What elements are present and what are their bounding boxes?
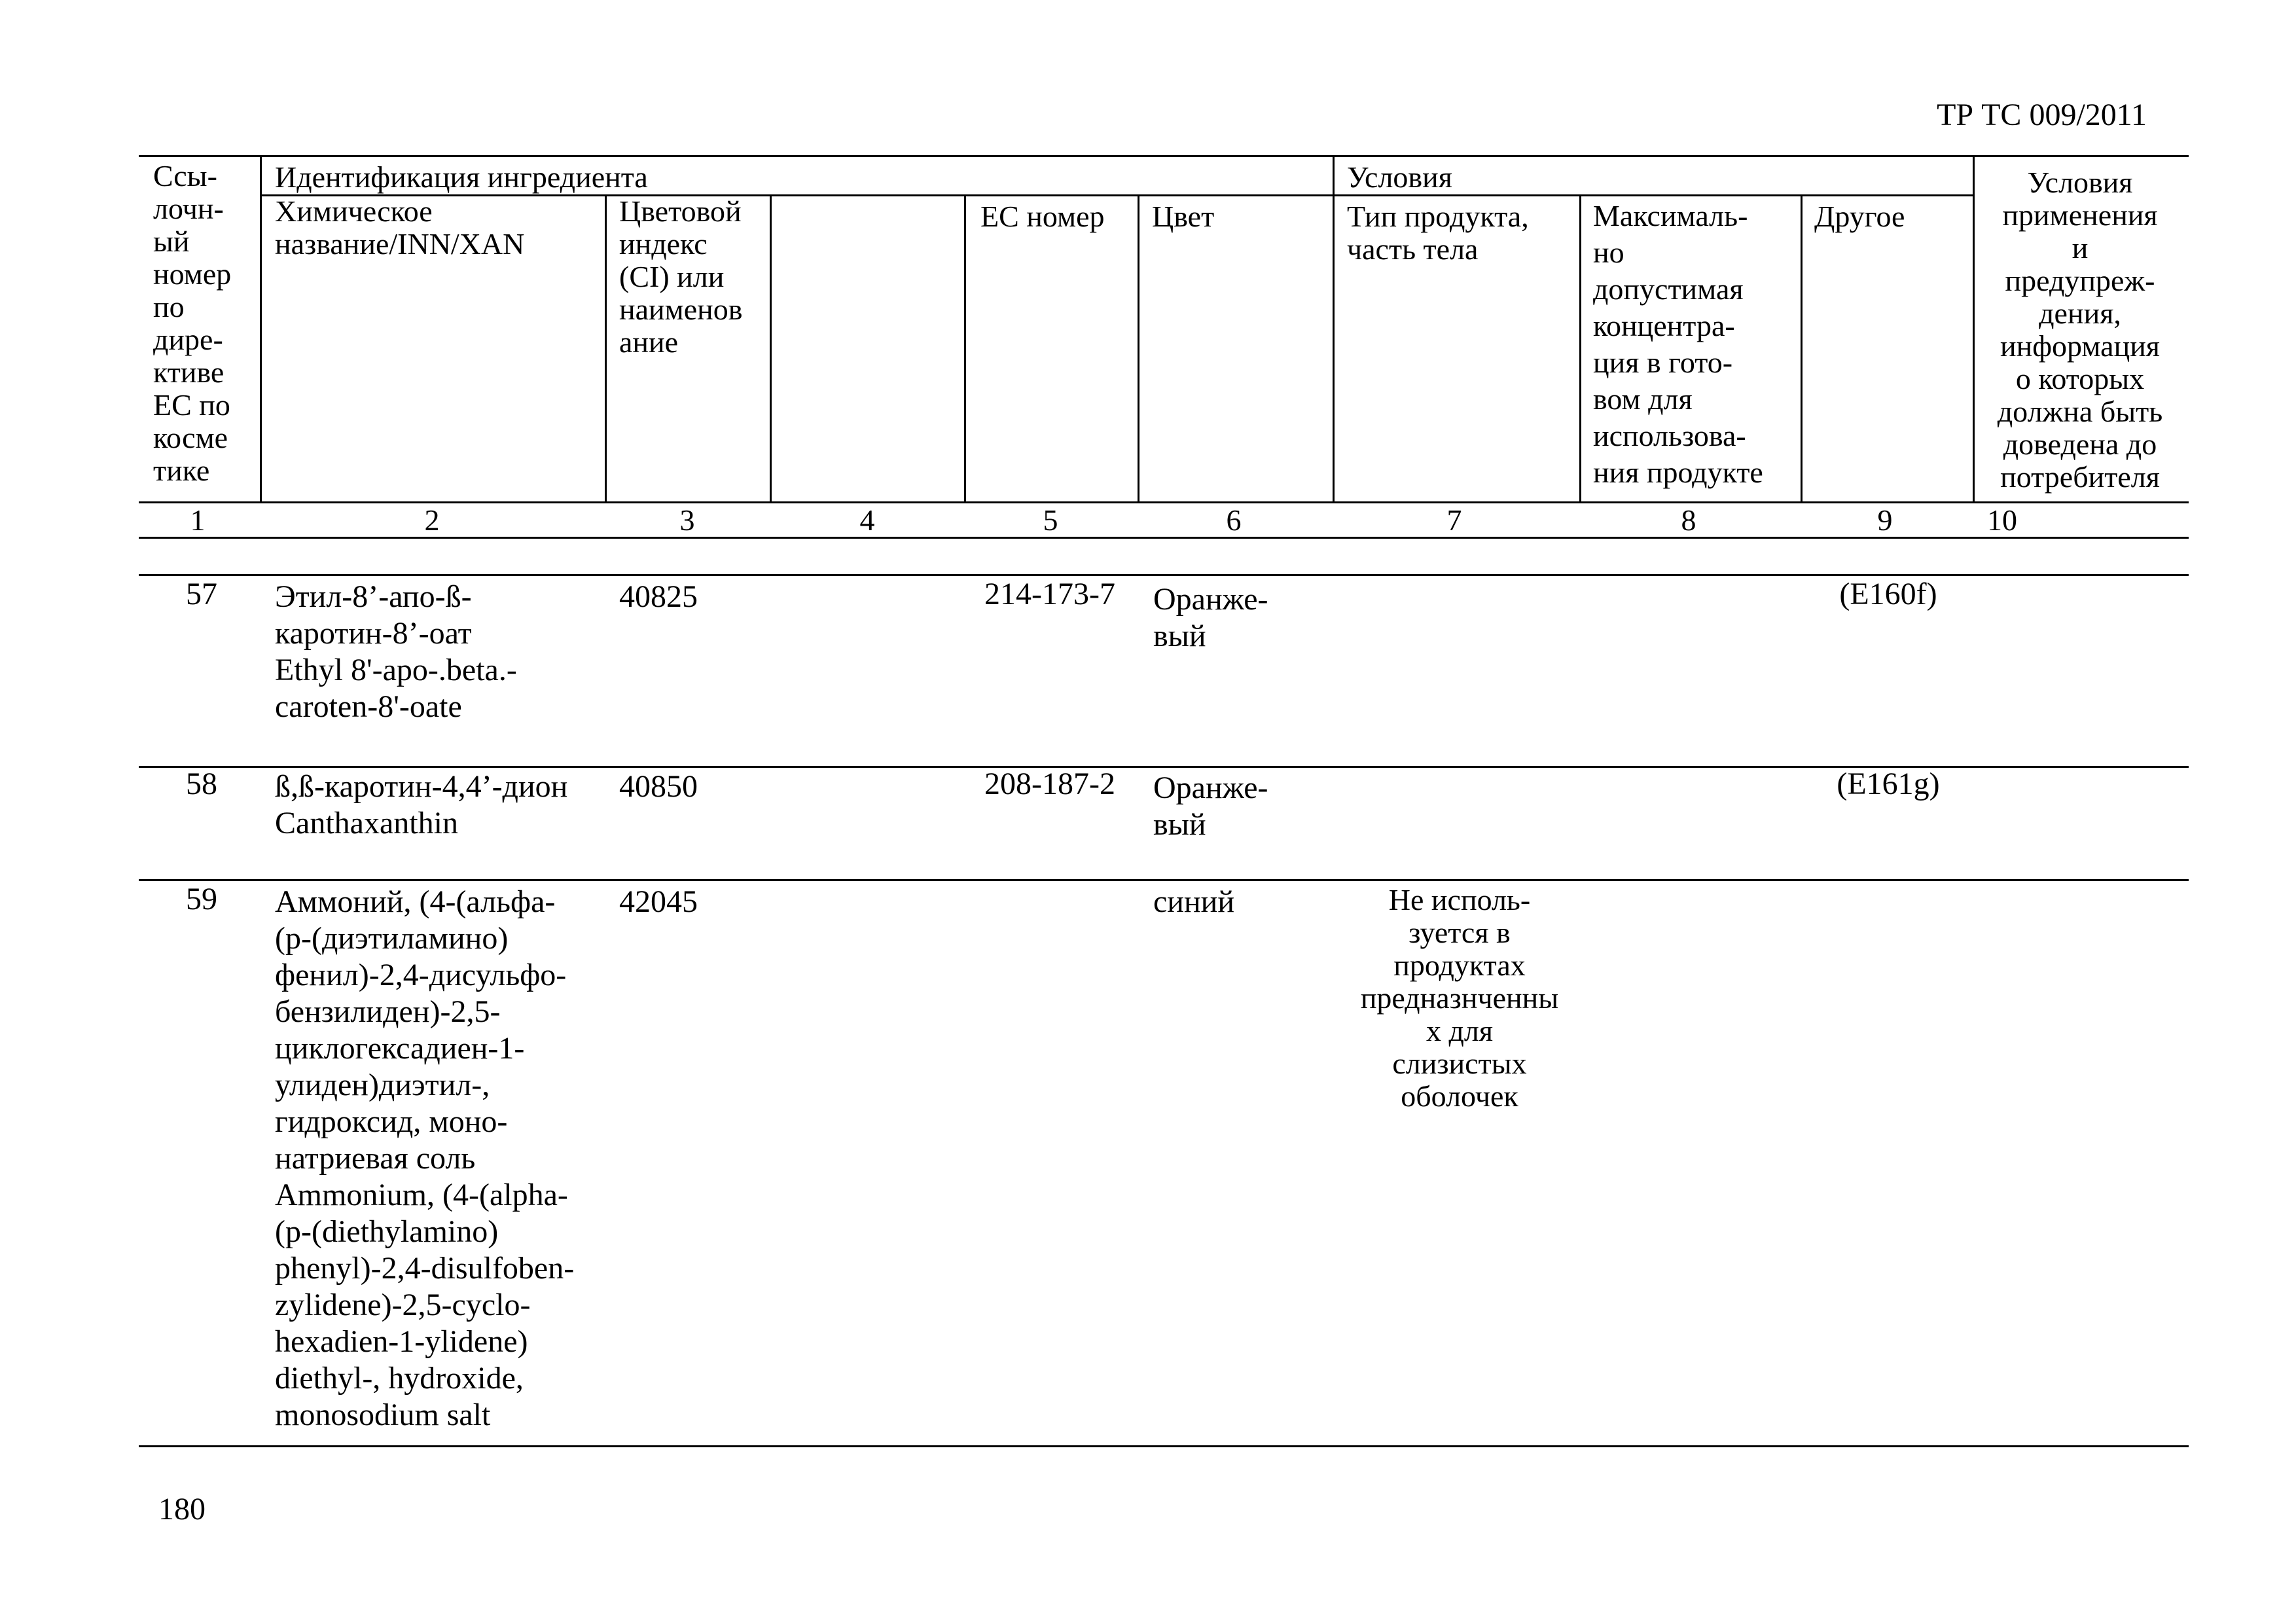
row-other: (E161g) xyxy=(1837,767,1940,801)
document-code: ТР ТС 009/2011 xyxy=(1937,98,2147,132)
row-ec-number: 214-173-7 xyxy=(984,577,1115,611)
column-divider xyxy=(1333,155,1335,502)
column-number: 8 xyxy=(1681,503,1696,537)
row-color-index: 42045 xyxy=(619,884,698,919)
column-divider xyxy=(964,194,966,502)
column-number: 3 xyxy=(679,503,695,537)
column-divider xyxy=(1579,194,1581,502)
row-ref-number: 59 xyxy=(186,882,217,916)
column-number: 2 xyxy=(424,503,440,537)
header-ec-number: ЕС номер xyxy=(980,200,1105,233)
header-max-concentration: Максималь- но допустимая концентра- ция в гото- вом для использова- ния продукте xyxy=(1593,199,1763,489)
header-group-identification: Идентификация ингредиента xyxy=(275,160,648,194)
column-number: 6 xyxy=(1226,503,1242,537)
row-chemical-name: Этил-8’-апо-ß- каротин-8’-оат Ethyl 8'-apo-.beta.- caroten-8'-oate xyxy=(275,579,517,724)
header-warnings: Условия применения и предупреж- дения, информация о которых должна быть доведена до потребителя xyxy=(1997,166,2163,494)
row-chemical-name: Аммоний, (4-(альфа- (р-(диэтиламино) фенил)-2,4-дисульфо- бензилиден)-2,5- циклогексадиен-1- улиден)диэтил-, гидроксид, моно- натриевая соль Ammonium, (4-(alpha- (p-(diethylamino) phenyl)-2,4-disulfoben- zylidene)-2,5-cyclo- hexadien-1-ylidene) diethyl-, hydroxide, monosodium salt xyxy=(275,884,575,1432)
row-color-index: 40850 xyxy=(619,769,698,804)
row-other: (E160f) xyxy=(1839,577,1937,611)
header-chemical-name: Химическое название/INN/XAN xyxy=(275,194,525,261)
row-chemical-name: ß,ß-каротин-4,4’-дион Canthaxanthin xyxy=(275,769,568,840)
header-product-type: Тип продукта, часть тела xyxy=(1347,200,1529,266)
header-ref-number: Ссы- лочн- ый номер по дире- ктиве ЕС по косме тике xyxy=(153,159,232,487)
column-number: 4 xyxy=(859,503,875,537)
column-divider xyxy=(605,194,607,502)
table-bottom-border xyxy=(139,1445,2189,1447)
row-ref-number: 58 xyxy=(186,767,217,801)
row-ref-number: 57 xyxy=(186,577,217,611)
column-divider xyxy=(770,194,772,502)
column-divider xyxy=(1801,194,1803,502)
column-divider xyxy=(260,155,262,502)
column-number: 9 xyxy=(1877,503,1893,537)
header-group-conditions: Условия xyxy=(1347,160,1452,194)
header-color-index: Цветовой индекс (CI) или наименов ание xyxy=(619,194,743,359)
column-divider xyxy=(1973,155,1975,502)
column-number: 7 xyxy=(1446,503,1462,537)
row-color-index: 40825 xyxy=(619,579,698,614)
table-top-border xyxy=(139,155,2189,157)
page-number: 180 xyxy=(158,1492,206,1526)
column-number: 10 xyxy=(1987,503,2017,537)
row-color: Оранже- вый xyxy=(1153,582,1268,653)
column-numbers-bottom-border xyxy=(139,537,2189,539)
row-divider xyxy=(139,879,2189,881)
row-color: синий xyxy=(1153,884,1235,919)
column-divider xyxy=(1138,194,1139,502)
row-ec-number: 208-187-2 xyxy=(984,767,1115,801)
column-number: 1 xyxy=(190,503,206,537)
row-color: Оранже- вый xyxy=(1153,770,1268,842)
header-other: Другое xyxy=(1814,200,1905,233)
header-color: Цвет xyxy=(1152,200,1215,233)
row-product-type: Не исполь- зуется в продуктах предназнченны х для слизистых оболочек xyxy=(1360,883,1559,1113)
column-number: 5 xyxy=(1043,503,1058,537)
